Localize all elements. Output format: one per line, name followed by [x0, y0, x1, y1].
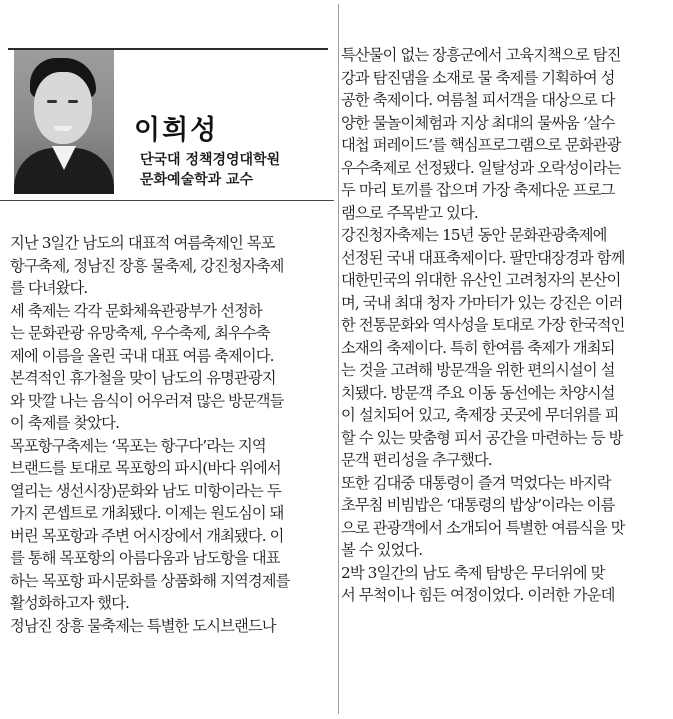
- author-affiliation: [140, 150, 280, 190]
- text-line: 정남진 장흥 물축제는 특별한 도시브랜드나: [10, 616, 276, 635]
- text-line: 가지 콘셉트로 개최됐다. 이제는 원도심이 돼: [10, 504, 284, 522]
- byline-rule: [0, 200, 334, 201]
- text-line: 공한 축제이다. 여름철 피서객을 대상으로 다: [341, 91, 615, 109]
- text-line: 두 마리 토끼를 잡으며 가장 축제다운 프로그: [341, 181, 615, 199]
- text-line: 볼 수 있었다.: [341, 541, 423, 559]
- text-line: 세 축제는 각각 문화체육관광부가 선정하: [10, 301, 262, 320]
- text-line: 서 무척이나 힘든 여정이었다. 이러한 가운데: [341, 586, 615, 604]
- text-line: 또한 김대중 대통령이 즐겨 먹었다는 바지락: [341, 473, 611, 492]
- text-line: 본격적인 휴가철을 맞이 남도의 유명관광지: [10, 369, 276, 387]
- text-line: 초무침 비빔밥은 ‘대통령의 밥상’이라는 이름: [341, 496, 615, 514]
- paragraph: [10, 435, 332, 615]
- text-line: 선정된 국내 대표축제이다. 팔만대장경과 함께: [341, 248, 625, 267]
- left-body-text: [10, 232, 332, 637]
- affiliation-line: 단국대 정책경영대학원: [140, 152, 281, 168]
- text-line: 2박 3일간의 남도 축제 탐방은 무더위에 맞: [341, 563, 605, 582]
- paragraph: [10, 300, 332, 435]
- text-line: 활성화하고자 했다.: [10, 594, 129, 612]
- left-column: [0, 0, 334, 719]
- text-line: 를 다녀왔다.: [10, 279, 88, 297]
- paragraph: [10, 232, 332, 300]
- text-line: 버린 목포항과 주변 어시장에서 개최됐다. 이: [10, 526, 284, 545]
- affiliation-line: 문화예술학과 교수: [140, 172, 254, 188]
- paragraph: [341, 472, 671, 562]
- text-line: 는 문화관광 유망축제, 우수축제, 최우수축: [10, 324, 270, 342]
- paragraph: [10, 615, 332, 638]
- text-line: 열리는 생선시장)문화와 남도 미항이라는 두: [10, 481, 281, 500]
- text-line: 를 통해 목포항의 아름다움과 남도항을 대표: [10, 549, 280, 567]
- text-line: 특산물이 없는 장흥군에서 고육지책으로 탐진: [341, 46, 621, 64]
- text-line: 문객 편리성을 추구했다.: [341, 451, 492, 469]
- text-line: 와 맛깔 나는 음식이 어우러져 많은 방문객들: [10, 391, 284, 410]
- text-line: 소재의 축제이다. 특히 한여름 축제가 개최되: [341, 338, 615, 357]
- text-line: 하는 목포항 파시문화를 상품화해 지역경제를: [10, 571, 290, 590]
- text-line: 대한민국의 위대한 유산인 고려청자의 본산이: [341, 271, 621, 289]
- text-line: 강진청자축제는 15년 동안 문화관광축제에: [341, 226, 607, 244]
- paragraph: [341, 562, 671, 607]
- text-line: 이 축제를 찾았다.: [10, 414, 120, 432]
- text-line: 브랜드를 토대로 목포항의 파시(바다 위에서: [10, 459, 281, 477]
- text-line: 며, 국내 최대 청자 가마터가 있는 강진은 이러: [341, 293, 623, 312]
- text-line: 한 전통문화와 역사성을 토대로 가장 한국적인: [341, 316, 625, 334]
- right-body-text: [341, 44, 671, 607]
- text-line: 지난 3일간 남도의 대표적 여름축제인 목포: [10, 234, 275, 252]
- text-line: 는 것을 고려해 방문객을 위한 편의시설이 설: [341, 361, 615, 379]
- text-line: 할 수 있는 맞춤형 피서 공간을 마련하는 등 방: [341, 428, 623, 447]
- right-column: [341, 0, 671, 719]
- text-line: 강과 탐진댐을 소재로 물 축제를 기획하여 성: [341, 68, 615, 87]
- text-line: 제에 이름을 올린 국내 대표 여름 축제이다.: [10, 346, 274, 365]
- column-divider: [338, 4, 339, 714]
- text-line: 항구축제, 정남진 장흥 물축제, 강진청자축제: [10, 256, 284, 275]
- paragraph: [341, 44, 671, 224]
- paragraph: [341, 224, 671, 472]
- author-name: 이희성: [134, 115, 219, 146]
- text-line: 이 설치되어 있고, 축제장 곳곳에 무더위를 피: [341, 406, 619, 424]
- text-line: 램으로 주목받고 있다.: [341, 203, 478, 222]
- author-byline: [8, 48, 328, 194]
- text-line: 치됐다. 방문객 주요 이동 동선에는 차양시설: [341, 383, 615, 402]
- text-line: 목포항구축제는 ‘목포는 항구다’라는 지역: [10, 436, 266, 455]
- text-line: 으로 관광객에서 소개되어 특별한 여름식을 맛: [341, 518, 625, 537]
- text-line: 대첩 퍼레이드’를 핵심프로그램으로 문화관광: [341, 136, 621, 154]
- text-line: 양한 물놀이체험과 지상 최대의 물싸움 ‘살수: [341, 113, 615, 132]
- author-photo: [14, 50, 114, 194]
- text-line: 우수축제로 선정됐다. 일탈성과 오락성이라는: [341, 158, 621, 177]
